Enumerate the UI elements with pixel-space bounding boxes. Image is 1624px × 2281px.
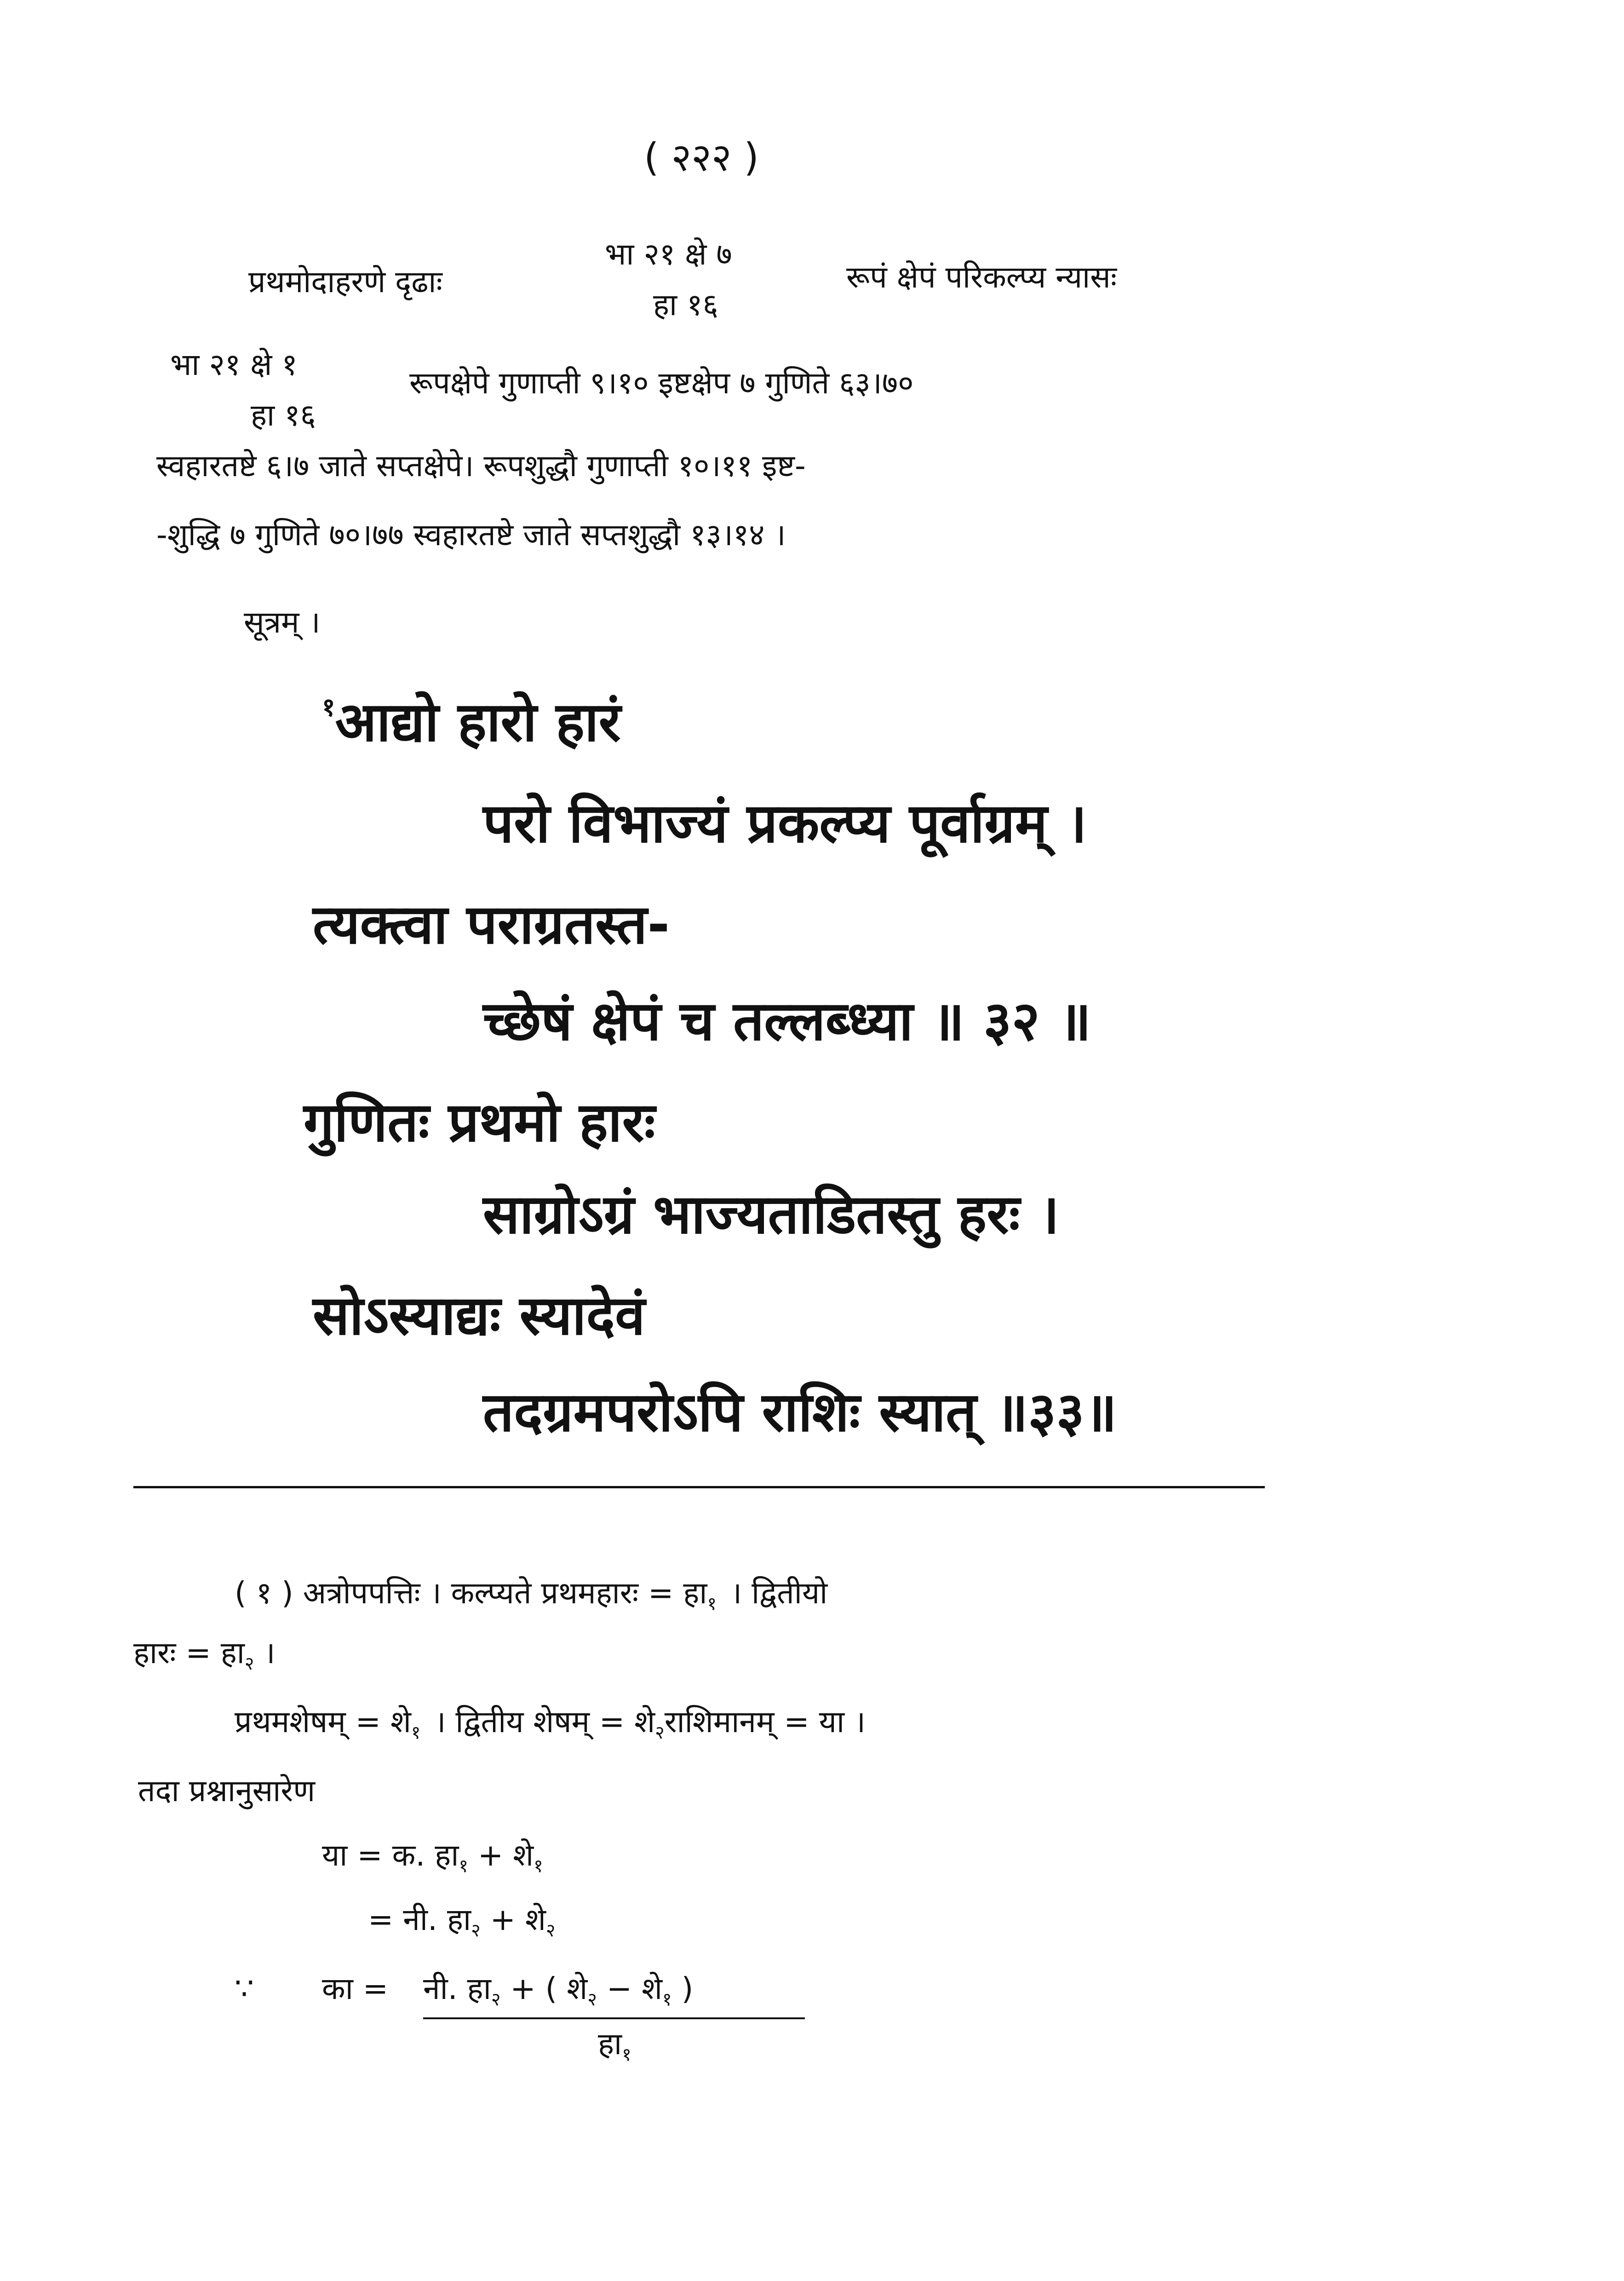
verse-line-6: साग्रोऽग्रं भाज्यताडितस्तु हरः ।	[483, 1182, 1060, 1246]
subscript: १	[534, 1855, 543, 1877]
subscript: २	[471, 1920, 481, 1941]
footnote-separator	[133, 1486, 1265, 1488]
footnote-line-3	[235, 1704, 866, 1744]
eq3-num-c: − शे	[597, 1971, 663, 2006]
verse-line-5: गुणितः प्रथमो हारः	[304, 1090, 655, 1154]
subscript: १	[707, 1593, 717, 1615]
subscript: २	[545, 1920, 556, 1941]
setup-line2: स्वहारतष्टे ६।७ जाते सप्तक्षेपे। रूपशुद्धौ गुणाप्ती १०।११ इष्ट-	[156, 448, 806, 484]
subscript: २	[491, 1989, 501, 2010]
equation-3-denominator	[598, 2026, 631, 2066]
setup-line3: -शुद्धि ७ गुणिते ७०।७७ स्वहारतष्टे जाते सप्तशुद्धौ १३।१४ ।	[156, 517, 786, 553]
footnote-text-1a: ( १ ) अत्रोपपत्तिः । कल्प्यते प्रथमहारः = हा	[235, 1575, 707, 1611]
verse-text-1: आद्यो हारो हारं	[335, 690, 621, 754]
example-tail: रूपं क्षेपं परिकल्प्य न्यासः	[846, 259, 1117, 295]
footnote-text-2a: हारः = हा	[133, 1635, 245, 1670]
sutra-label: सूत्रम् ।	[244, 605, 321, 640]
because-symbol: ∵	[235, 1971, 254, 2006]
verse-line-8: तदग्रमपरोऽपि राशिः स्यात् ॥३३॥	[483, 1380, 1117, 1444]
subscript: १	[662, 1989, 672, 2010]
subscript: २	[244, 1653, 254, 1675]
footnote-marker: १	[322, 692, 335, 722]
footnote-text-3a: प्रथमशेषम् = शे	[235, 1704, 411, 1740]
eq3-num-d: )	[671, 1971, 694, 2006]
footnote-text-2b: ।	[254, 1635, 275, 1670]
eq2-right: + शे	[480, 1902, 546, 1937]
eq1-right: + शे	[468, 1837, 534, 1873]
setup-line1: रूपक्षेपे गुणाप्ती ९।१० इष्टक्षेप ७ गुणिते ६३।७०	[409, 365, 914, 401]
equation-1	[322, 1837, 543, 1877]
equation-3-left: का =	[322, 1971, 389, 2006]
footnote-line-1	[235, 1575, 828, 1615]
example-bhaa: भा २१ क्षे ७	[605, 236, 732, 272]
equation-2	[368, 1902, 556, 1941]
subscript: १	[622, 2044, 631, 2066]
example-haa: हा १६	[653, 287, 718, 323]
example-lead: प्रथमोदाहरणे दृढाः	[248, 264, 442, 300]
verse-line-7: सोऽस्याद्यः स्यादेवं	[313, 1284, 645, 1347]
fraction-bar	[423, 2017, 805, 2019]
subscript: १	[459, 1855, 469, 1877]
eq1-left: या = क. हा	[322, 1837, 459, 1873]
footnote-text-3b: । द्वितीय शेषम् = शे	[434, 1704, 655, 1740]
subscript: २	[587, 1989, 597, 2010]
eq3-num-a: नी. हा	[423, 1971, 491, 2006]
eq3-den: हा	[598, 2026, 622, 2062]
footnote-text-1b: । द्वितीयो	[730, 1575, 828, 1611]
subscript: १	[411, 1722, 421, 1744]
footnote-line-4: तदा प्रश्नानुसारेण	[138, 1773, 316, 1809]
verse-line-1	[322, 690, 621, 754]
eq2-left: = नी. हा	[368, 1902, 471, 1937]
page-number: ( २२२ )	[644, 135, 759, 180]
footnote-text-3c: राशिमानम् = या ।	[664, 1704, 866, 1740]
eq3-num-b: + ( शे	[500, 1971, 588, 2006]
setup-haa: हा १६	[251, 397, 316, 433]
setup-bhaa: भा २१ क्षे १	[170, 347, 298, 382]
subscript: २	[655, 1722, 665, 1744]
footnote-line-2	[133, 1635, 275, 1675]
verse-line-4: च्छेषं क्षेपं च तल्लब्ध्या ॥ ३२ ॥	[483, 989, 1091, 1053]
verse-line-3: त्यक्त्वा पराग्रतस्त-	[313, 893, 670, 956]
equation-3-numerator	[423, 1971, 694, 2010]
verse-line-2: परो विभाज्यं प्रकल्प्य पूर्वाग्रम् ।	[483, 791, 1087, 855]
